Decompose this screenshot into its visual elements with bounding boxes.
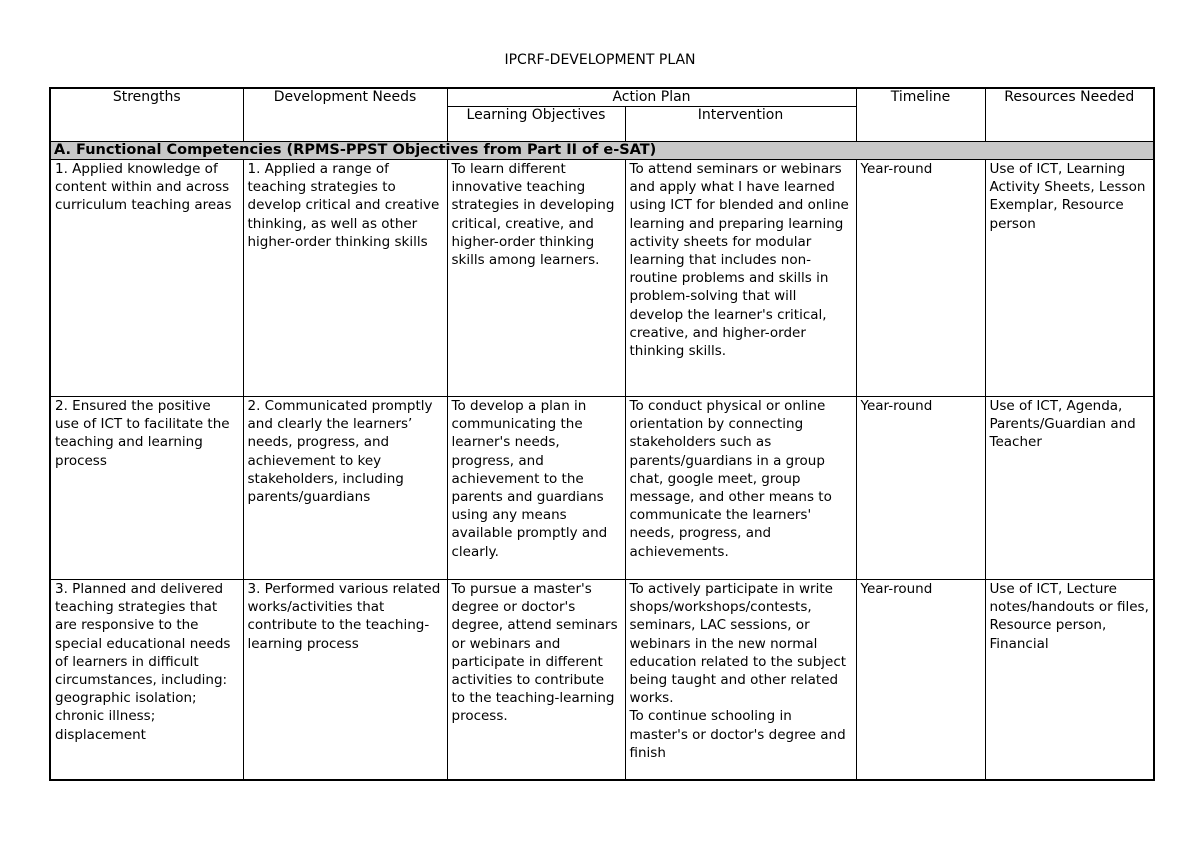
resources-cell: Use of ICT, Lecture notes/handouts or files, Resource person, Financial: [985, 580, 1154, 781]
timeline-cell: Year-round: [856, 397, 985, 580]
development-plan-table: [49, 87, 1155, 781]
development-need-cell: 2. Communicated promptly and clearly the learners’ needs, progress, and achievement to key stakeholders, including parents/guardians: [243, 397, 447, 580]
header-timeline: Timeline: [856, 88, 985, 142]
intervention-cell: To conduct physical or online orientation by connecting stakeholders such as parents/guardians in a group chat, google meet, group message, and other means to communicate the learners' needs, progress, and achievements.: [625, 397, 856, 580]
strength-cell: 3. Planned and delivered teaching strategies that are responsive to the special educational needs of learners in difficult circumstances, including: geographic isolation; chronic illness; displacement: [50, 580, 243, 781]
table-row: [50, 397, 1154, 580]
page-title: IPCRF-DEVELOPMENT PLAN: [504, 52, 696, 68]
learning-objective-cell: To pursue a master's degree or doctor's degree, attend seminars or webinars and participate in different activities to contribute to the teaching-learning process.: [447, 580, 625, 781]
section-title: A. Functional Competencies (RPMS-PPST Objectives from Part II of e-SAT): [50, 142, 1154, 160]
learning-objective-cell: To develop a plan in communicating the learner's needs, progress, and achievement to the parents and guardians using any means available promptly and clearly.: [447, 397, 625, 580]
header-row: [50, 88, 1154, 107]
strength-cell: 1. Applied knowledge of content within and across curriculum teaching areas: [50, 160, 243, 397]
development-need-cell: 3. Performed various related works/activities that contribute to the teaching-learning process: [243, 580, 447, 781]
intervention-cell: To attend seminars or webinars and apply what I have learned using ICT for blended and online learning and preparing learning activity sheets for modular learning that includes non-routine problems and skills in problem-solving that will develop the learner's critical, creative, and higher-order thinking skills.: [625, 160, 856, 397]
learning-objective-cell: To learn different innovative teaching strategies in developing critical, creative, and higher-order thinking skills among learners.: [447, 160, 625, 397]
resources-cell: Use of ICT, Agenda, Parents/Guardian and Teacher: [985, 397, 1154, 580]
timeline-cell: Year-round: [856, 160, 985, 397]
header-learning-objectives: Learning Objectives: [447, 107, 625, 142]
strength-cell: 2. Ensured the positive use of ICT to facilitate the teaching and learning process: [50, 397, 243, 580]
intervention-cell: To actively participate in write shops/workshops/contests, seminars, LAC sessions, or webinars in the new normal education related to the subject being taught and other related works. To continue schooling in master's or doctor's degree and finish: [625, 580, 856, 781]
header-intervention: Intervention: [625, 107, 856, 142]
development-need-cell: 1. Applied a range of teaching strategies to develop critical and creative thinking, as well as other higher-order thinking skills: [243, 160, 447, 397]
header-strengths: Strengths: [50, 88, 243, 142]
timeline-cell: Year-round: [856, 580, 985, 781]
section-row: [50, 142, 1154, 160]
header-development-needs: Development Needs: [243, 88, 447, 142]
table-row: [50, 580, 1154, 781]
header-resources-needed: Resources Needed: [985, 88, 1154, 142]
header-action-plan: Action Plan: [447, 88, 856, 107]
table-row: [50, 160, 1154, 397]
resources-cell: Use of ICT, Learning Activity Sheets, Lesson Exemplar, Resource person: [985, 160, 1154, 397]
